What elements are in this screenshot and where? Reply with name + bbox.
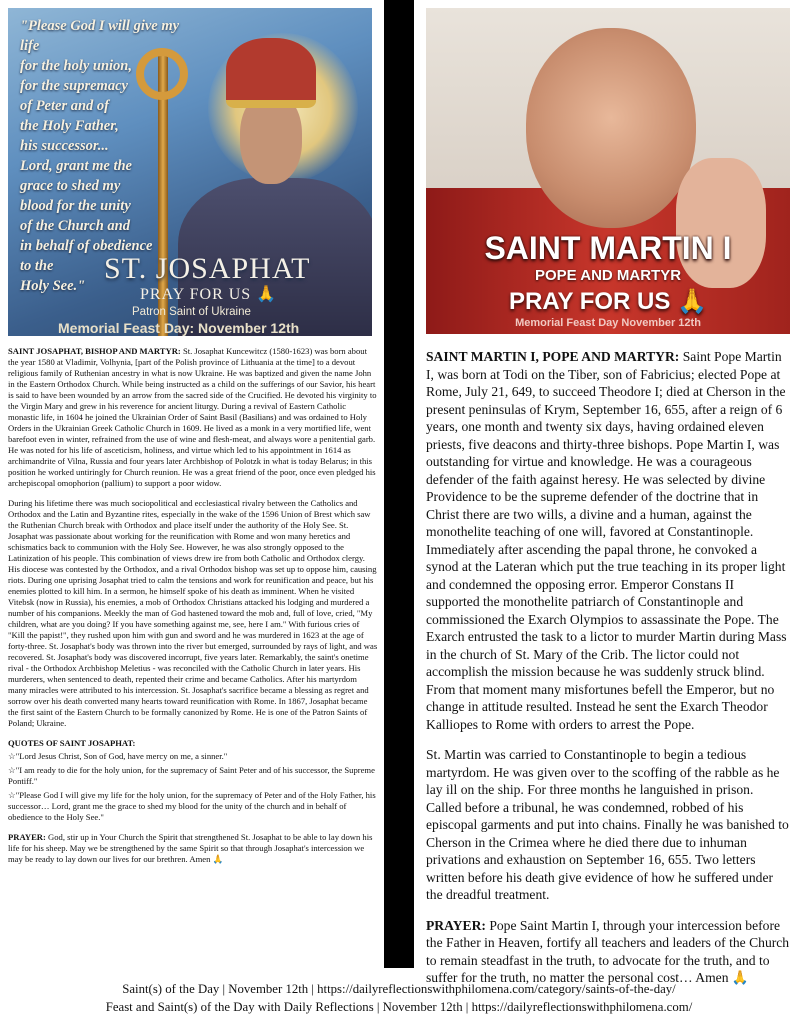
article-paragraph: During his lifetime there was much sociopolitical and ecclesiastical rivalry between the Catholics and Orthodox and the Latin and Byzantine rites, especially in the wake of the 1596 Union of Brest which saw the Ruthenian Church break with Orthodox and place itself under the authority of the Holy See. St. Josaphat was passionate about working for the reunification with Rome and won many heretics and schismatics back to communion with the Holy See. However, he was also strongly opposed to the Latinization of his people. This combination of views drew ire from both Catholic and Orthodox clergy. His diocese was contested by the Orthodox, and a rival Orthodox bishop was set up to oppose him, causing riots. During one uprising Josaphat tried to calm the tensions and work for reunification and peace, but his enemies plotted to kill him. In a sermon, he himself spoke of his death as imminent. When he visited Vitebsk (now in Russia), his enemies, a mob of Orthodox Christians attacked his lodging and murdered a number of his companions. Meekly the man of God hastened toward the mob and, full of love, cried, "My children, what are you doing? If you have something against me, see, here I am." With furious cries of "Kill the papist!", they rushed upon him with gun and sword and he was murdered in 1623 at the age of forty-three. St. Josaphat's body was thrown into the river but emerged, surrounded by rays of light, and was recovered. St. Josaphat's body was discovered incorrupt, five years later. Remarkably, the saint's onetime rival - the Orthodox Archbishop Meletius - was reconciled with the Catholic Church in later years. His murderers, when sentenced to death, repented their crime and became Catholics. After his martyrdom many miracles were attributed to his intercession. St. Josaphat's sacrifice became a blessing as regret and sorrow over his death converted many hearts toward reunification with Rome. In 1867, Josaphat became the first saint of the Eastern Church to be formally canonized by Rome. He is one of the Patron Saints of Poland; Ukraine. bbox=[8, 498, 378, 728]
st-martin-poster bbox=[426, 8, 790, 334]
article-paragraph: SAINT JOSAPHAT, BISHOP AND MARTYR: St. Josaphat Kuncewitcz (1580-1623) was born about the year 1580 at Vladimir, Volhynia, [part of the Polish province of Lithuania at the time] to a devout religious family of Ruthenian ancestry in what is now Ukraine. He was baptized and given the name John in the Eastern Orthodox Church. While being instructed as a child on the sufferings of our Savior, his heart is said to have been wounded by an arrow from the sacred side of the Crucified. He devoted his virginity to the Virgin Mary and grew in his reverence for ancient liturgy. During a revival of Eastern Catholic monastic life, in 1604 he joined the Ukrainian Order of Saint Basil (Basilians) and was ordained to Holy Orders in the Ukrainian Greek Catholic Church in 1609. He lived as a monk in a very mortified life, went barefoot even in winter, refrained from the use of wine and flesh-meat, and always wore a penitential garb. He was noted for his life of asceticism, holiness, and virtue which led to his appointment in 1614 as archimandrite of Vilna, Russia and four years later Archbishop of Polotzk in what is today Belarus; in this position he worked untiringly for Church reunion. He was a great friend of the poor, once even pledged his archepiscopal omophorion (pallium) to support a poor widow. bbox=[8, 346, 377, 488]
article-lead: SAINT MARTIN I, POPE AND MARTYR: bbox=[426, 349, 680, 364]
josaphat-article bbox=[8, 346, 378, 865]
mitre-crown bbox=[226, 38, 316, 108]
prayer-paragraph: PRAYER: Pope Saint Martin I, through your intercession before the Father in Heaven, fortify all teachers and leaders of the Church to remain steadfast in the truth, to advocate for the truth, and to suffer for the truth, no matter the personal cost… Amen 🙏 bbox=[426, 917, 790, 985]
footer-line-2: Feast and Saint(s) of the Day with Daily Reflections | November 12th | https://dailyreflectionswithphilomena.com/ bbox=[105, 1000, 693, 1014]
martin-article bbox=[426, 348, 790, 987]
praying-hands-icon: 🙏 bbox=[677, 288, 707, 315]
poster-patron: Patron Saint of Ukraine bbox=[132, 306, 251, 318]
poster-feast: Memorial Feast Day: November 12th bbox=[58, 320, 300, 336]
article-lead: SAINT JOSAPHAT, BISHOP AND MARTYR: bbox=[8, 346, 181, 356]
quote-item: ☆"I am ready to die for the holy union, for the supremacy of Saint Peter and of his successor, the Supreme Pontiff." bbox=[8, 765, 375, 786]
poster-pray: PRAY FOR US 🙏 bbox=[509, 288, 707, 315]
praying-hands-icon: 🙏 bbox=[256, 286, 278, 303]
center-divider bbox=[384, 0, 414, 968]
right-column bbox=[426, 8, 790, 1000]
footer-line-1: Saint(s) of the Day | November 12th | https://dailyreflectionswithphilomena.com/category/saints-of-the-day/ bbox=[122, 982, 676, 996]
article-paragraph: SAINT MARTIN I, POPE AND MARTYR: Saint Pope Martin I, was born at Todi on the Tiber, son of Fabricius; elected Pope at Rome, July 21, 649, to succeed Theodore I; died at Cherson in the present peninsulas of Krym, September 16, 655, after a reign of 6 years, one month and twenty six days, having ordained eleven priests, five deacons and thirty-three bishops. Pope Martin I, was outstanding for virtue and knowledge. He was a courageous defender of the faith against heresy. He was selected by divine Providence to be the supreme defender of the doctrine that in Christ there are two wills, a divine and a human, against the monothelite teaching of one will, favored at Constantinople. Immediately after ascending the papal throne, he convoked a synod at the Lateran which put the true teaching in its proper light and condemned the opposing error. Emperor Constans II supported the monothelite patriarch of Constantinople and commissioned the Exarch Olympios to assassinate the Pope. The Exarch entrusted the task to a lictor to murder Martin during Mass in the church of St. Mary of the Crib. The lictor could not accomplish the mission because he was suddenly struck blind. From that moment many misfortunes befell the Emperor, but no change in attitude resulted. Instead he sent the Exarch Theodor Kalliopes to Rome with orders to arrest the Pope. bbox=[426, 349, 787, 732]
poster-quote: "Please God I will give my life for the holy union, for the supremacy of Peter and of the Holy Father, his successor... Lord, grant me the grace to shed my blood for the unity of the Church and in behalf of obedience to the Holy See." bbox=[20, 18, 180, 294]
quotes-heading: QUOTES OF SAINT JOSAPHAT: bbox=[8, 738, 136, 748]
article-paragraph: St. Martin was carried to Constantinople to begin a tedious martyrdom. He was given over to the scoffing of the rabble as he lay ill on the ship. For three months he languished in prison. Called before a tribunal, he was condemned, robbed of his episcopal garments and put into chains. Finally he was banished to Cherson in the Crimea where he died there due to inhuman privations and exhaustion on September 16, 655. Two letters written before his death give evidence of how he suffered under the dreadful treatment. bbox=[426, 747, 789, 902]
quote-item: ☆"Lord Jesus Christ, Son of God, have mercy on me, a sinner." bbox=[8, 751, 228, 761]
st-josaphat-poster bbox=[8, 8, 372, 336]
poster-pray: PRAY FOR US 🙏 bbox=[140, 286, 278, 303]
praying-hands-icon: 🙏 bbox=[731, 970, 749, 985]
pope-head bbox=[526, 28, 696, 228]
poster-name: ST. JOSAPHAT bbox=[104, 252, 311, 285]
poster-feast: Memorial Feast Day November 12th bbox=[515, 317, 701, 329]
poster-title: SAINT MARTIN I bbox=[484, 230, 732, 266]
left-column bbox=[8, 8, 378, 874]
quote-item: ☆"Please God I will give my life for the holy union, for the supremacy of Peter and of the Holy Father, his successor… Lord, grant me the grace to shed my blood for the unity of the church and in behalf of obedience to the Holy See." bbox=[8, 790, 376, 822]
praying-hands-icon: 🙏 bbox=[212, 854, 224, 864]
prayer-paragraph: PRAYER: God, stir up in Your Church the Spirit that strengthened St. Josaphat to be able to lay down his life for his sheep. May we be strengthened by the same Spirit so that through Josaphat's intercession we may be ready to lay down our lives for our brethren. Amen 🙏 bbox=[8, 832, 373, 864]
poster-subtitle: POPE AND MARTYR bbox=[534, 267, 682, 284]
footer bbox=[0, 980, 798, 1016]
